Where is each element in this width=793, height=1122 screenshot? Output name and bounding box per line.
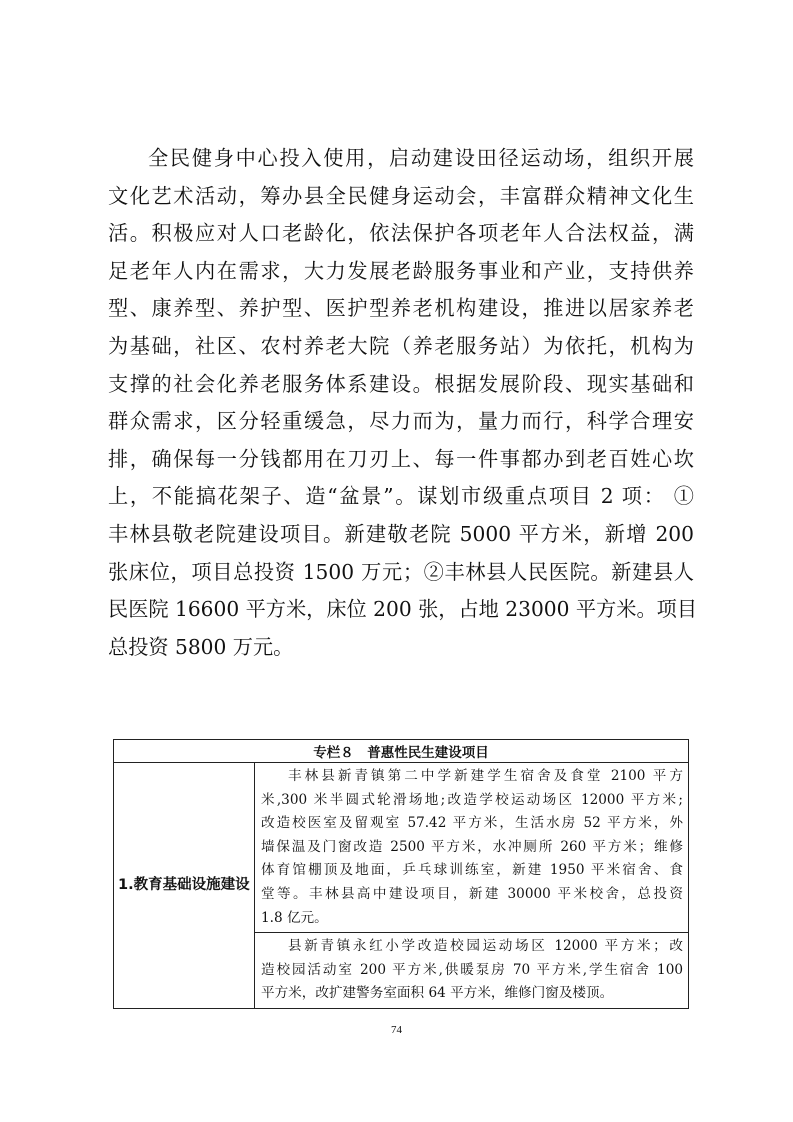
- paragraph-line: 型、康养型、养护型、医护型养老机构建设，推进以居家养老: [108, 296, 694, 321]
- table-header: 专栏８ 普惠性民生建设项目: [114, 740, 689, 763]
- body-paragraph: [108, 140, 698, 666]
- entry-line: 堂等。丰林县高中建设项目，新建 30000 平米校舍，总投资: [261, 885, 683, 902]
- paragraph-line: 张床位，项目总投资 1500 万元；②丰林县人民医院。新建县人: [108, 559, 694, 584]
- entry-line: 1.8 亿元。: [261, 909, 328, 926]
- entry-line: 丰林县新青镇第二中学新建学生宿舍及食堂 2100 平方: [288, 768, 683, 784]
- page-number: 74: [391, 1024, 402, 1036]
- paragraph-line: 足老年人内在需求，大力发展老龄服务事业和产业，支持供养: [108, 258, 694, 283]
- project-column-table: [113, 739, 689, 1009]
- paragraph-line: 上，不能搞花架子、造“盆景”。谋划市级重点项目 2 项： ①: [108, 484, 694, 509]
- entry-line: 县新青镇永红小学改造校园运动场区 12000 平方米；改: [288, 938, 683, 955]
- paragraph-line: 活。积极应对人口老龄化，依法保护各项老年人合法权益，满: [108, 221, 694, 246]
- paragraph-line: 全民健身中心投入使用，启动建设田径运动场，组织开展: [148, 146, 694, 170]
- paragraph-line: 为基础，社区、农村养老大院（养老服务站）为依托，机构为: [108, 333, 694, 358]
- table-header-row: [114, 740, 689, 763]
- paragraph-line: 支撑的社会化养老服务体系建设。根据发展阶段、现实基础和: [108, 371, 694, 396]
- paragraph-line: 丰林县敬老院建设项目。新建敬老院 5000 平方米，新增 200: [108, 521, 694, 546]
- project-entry-cell: [255, 933, 689, 1009]
- entry-line: 米,300 米半圆式轮滑场地;改造学校运动场区 12000 平方米;: [261, 791, 683, 808]
- paragraph-line: 总投资 5800 万元。: [108, 634, 294, 659]
- entry-line: 平方米，改扩建警务室面积 64 平方米，维修门窗及楼顶。: [261, 985, 614, 1002]
- paragraph-line: 文化艺术活动，筹办县全民健身运动会，丰富群众精神文化生: [108, 183, 694, 208]
- category-cell: 1.教育基础设施建设: [114, 763, 255, 1009]
- paragraph-line: 排，确保每一分钱都用在刀刃上、每一件事都办到老百姓心坎: [108, 446, 694, 471]
- paragraph-line: 民医院 16600 平方米，床位 200 张，占地 23000 平方米。项目: [108, 597, 698, 622]
- table-row: [114, 763, 689, 933]
- entry-line: 体育馆棚顶及地面，乒乓球训练室，新建 1950 平米宿舍、食: [261, 862, 683, 879]
- project-entry-cell: [255, 763, 689, 933]
- entry-line: 墙保温及门窗改造 2500 平方米，水冲厕所 260 平方米；维修: [261, 838, 683, 855]
- paragraph-line: 群众需求，区分轻重缓急，尽力而为，量力而行，科学合理安: [108, 409, 694, 434]
- entry-line: 改造校医室及留观室 57.42 平方米，生活水房 52 平方米，外: [261, 815, 683, 832]
- entry-line: 造校园活动室 200 平方米,供暖泵房 70 平方米,学生宿舍 100: [261, 961, 683, 978]
